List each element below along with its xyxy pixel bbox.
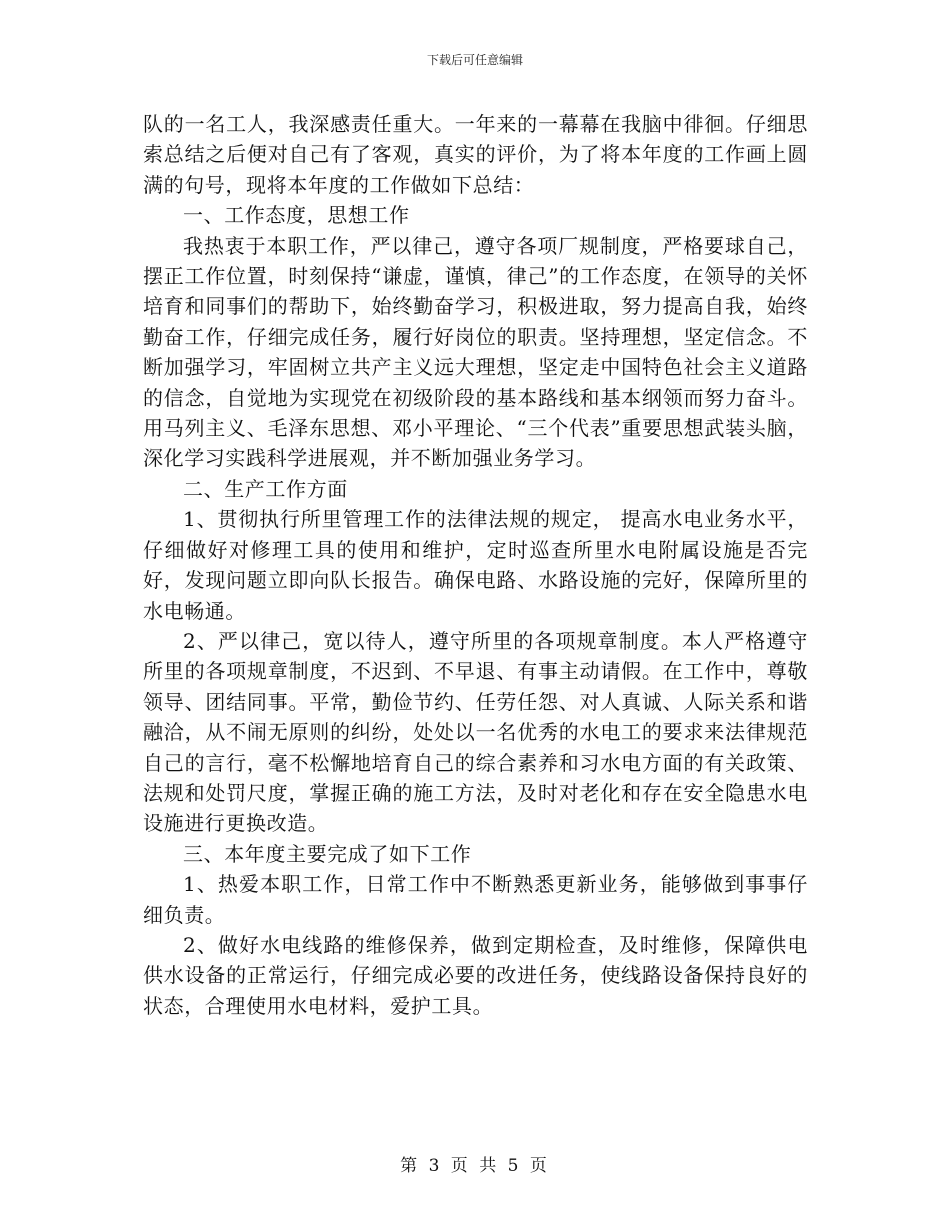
- paragraph-production-2: 2、严以律己，宽以待人，遵守所里的各项规章制度。本人严格遵守所里的各项规章制度，不迟到、不早退、有事主动请假。在工作中，尊敬领导、团结同事。平常，勤俭节约、任劳任怨、对人真诚、人际关系和谐融洽，从不闹无原则的纠纷，处处以一名优秀的水电工的要求来法律规范自己的言行，毫不松懈地培育自己的综合素养和习水电方面的有关政策、法规和处罚尺度，掌握正确的施工方法，及时对老化和存在安全隐患水电设施进行更换改造。: [143, 628, 808, 836]
- page-number-footer: 第 3 页 共 5 页: [400, 1156, 550, 1176]
- section-heading-production: 二、生产工作方面: [183, 476, 348, 501]
- paragraph-production-1: 1、贯彻执行所里管理工作的法律法规的规定， 提高水电业务水平，仔细做好对修理工具的使用和维护，定时巡查所里水电附属设施是否完好，发现问题立即向队长报告。确保电路、水路设施的完好，保障所里的水电畅通。: [143, 507, 808, 623]
- paragraph-completed-2: 2、做好水电线路的维修保养，做到定期检查，及时维修，保障供电供水设备的正常运行，仔细完成必要的改进任务，使线路设备保持良好的状态，合理使用水电材料，爱护工具。: [143, 932, 808, 1018]
- section-heading-work-attitude: 一、工作态度，思想工作: [183, 203, 410, 228]
- page-header: 下载后可任意编辑: [426, 53, 523, 67]
- paragraph-work-attitude: 我热衷于本职工作，严以律己，遵守各项厂规制度，严格要球自己，摆正工作位置，时刻保持“谦虚，谨慎，律己”的工作态度，在领导的关怀培育和同事们的帮助下，始终勤奋学习，积极进取，努力提高自我，始终勤奋工作，仔细完成任务，履行好岗位的职责。坚持理想，坚定信念。不断加强学习，牢固树立共产主义远大理想，坚定走中国特色社会主义道路的信念，自觉地为实现党在初级阶段的基本路线和基本纲领而努力奋斗。用马列主义、毛泽东思想、邓小平理论、“三个代表”重要思想武装头脑，深化学习实践科学进展观，并不断加强业务学习。: [143, 233, 808, 471]
- document-body: [143, 109, 808, 1021]
- paragraph-completed-1: 1、热爱本职工作，日常工作中不断熟悉更新业务，能够做到事事仔细负责。: [143, 872, 808, 927]
- section-heading-completed-work: 三、本年度主要完成了如下工作: [183, 841, 472, 866]
- paragraph-continuation: 队的一名工人，我深感责任重大。一年来的一幕幕在我脑中徘徊。仔细思索总结之后便对自己有了客观，真实的评价，为了将本年度的工作画上圆满的句号，现将本年度的工作做如下总结：: [143, 112, 808, 197]
